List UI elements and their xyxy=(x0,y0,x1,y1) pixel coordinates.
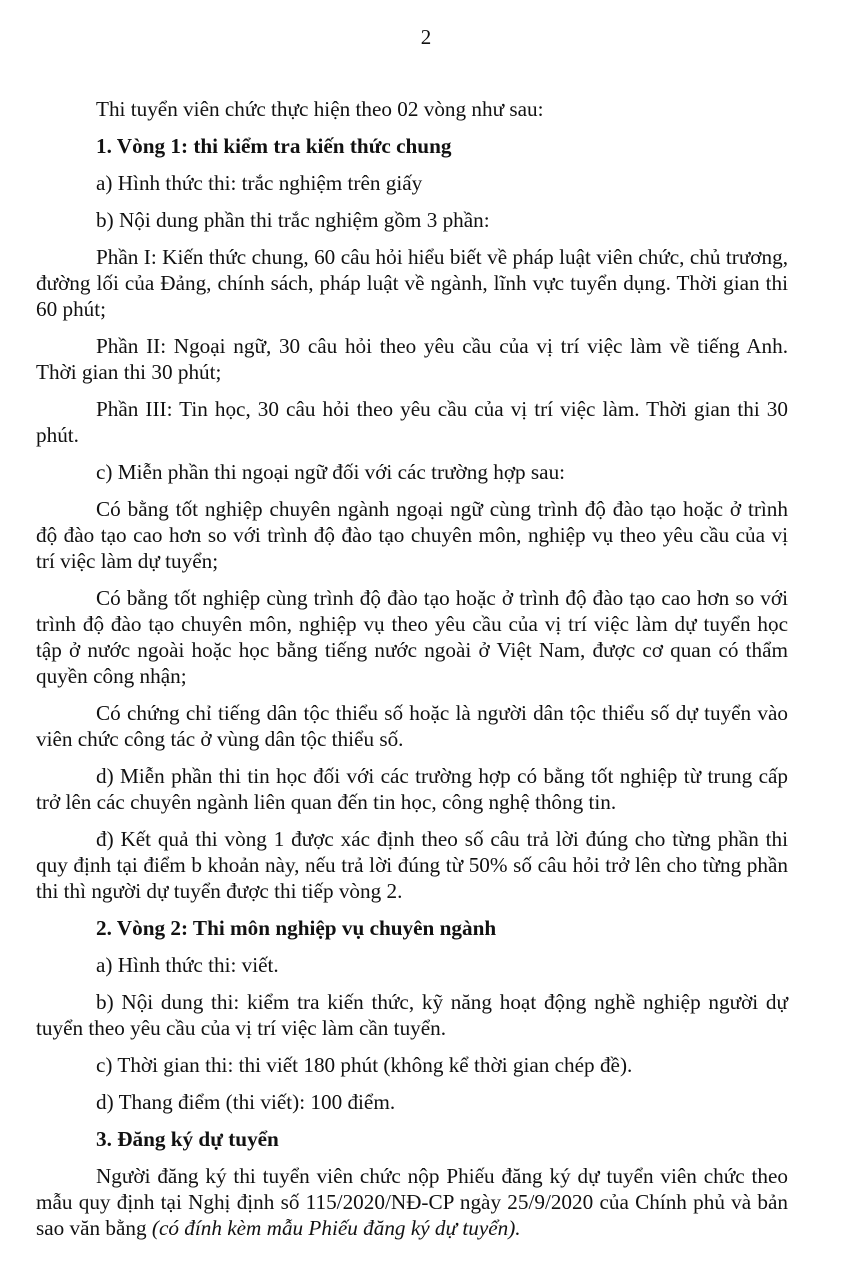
document-body xyxy=(36,96,788,1252)
paragraph: d) Miễn phần thi tin học đối với các trường hợp có bằng tốt nghiệp từ trung cấp trở lên các chuyên ngành liên quan đến tin học, công nghệ thông tin. xyxy=(36,764,788,814)
paragraph: Có bằng tốt nghiệp cùng trình độ đào tạo hoặc ở trình độ đào tạo cao hơn so với trình độ đào tạo chuyên môn, nghiệp vụ theo yêu cầu của vị trí việc làm dự tuyển học tập ở nước ngoài hoặc học bằng tiếng nước ngoài ở Việt Nam, được cơ quan có thẩm quyền công nhận; xyxy=(36,586,788,688)
paragraph: c) Miễn phần thi ngoại ngữ đối với các trường hợp sau: xyxy=(96,460,566,484)
paragraph: b) Nội dung thi: kiểm tra kiến thức, kỹ năng hoạt động nghề nghiệp người dự tuyển theo yêu cầu của vị trí việc làm cần tuyển. xyxy=(36,990,788,1040)
paragraph: Có chứng chỉ tiếng dân tộc thiểu số hoặc là người dân tộc thiểu số dự tuyển vào viên chức công tác ở vùng dân tộc thiểu số. xyxy=(36,701,788,751)
paragraph: a) Hình thức thi: trắc nghiệm trên giấy xyxy=(96,171,423,195)
registration-text: Người đăng ký thi tuyển viên chức nộp Phiếu đăng ký dự tuyển viên chức theo mẫu quy định tại Nghị định số 115/2020/NĐ-CP ngày 25/9/2020 của Chính phủ và bản sao văn bằng xyxy=(36,1164,788,1240)
paragraph: Phần II: Ngoại ngữ, 30 câu hỏi theo yêu cầu của vị trí việc làm về tiếng Anh. Thời gian thi 30 phút; xyxy=(36,334,788,384)
paragraph: b) Nội dung phần thi trắc nghiệm gồm 3 phần: xyxy=(96,208,490,232)
paragraph: Phần I: Kiến thức chung, 60 câu hỏi hiểu biết về pháp luật viên chức, chủ trương, đường lối của Đảng, chính sách, pháp luật về ngành, lĩnh vực tuyển dụng. Thời gian thi 60 phút; xyxy=(36,245,788,321)
paragraph: c) Thời gian thi: thi viết 180 phút (không kể thời gian chép đề). xyxy=(96,1053,633,1077)
paragraph: a) Hình thức thi: viết. xyxy=(96,953,279,977)
registration-paragraph xyxy=(36,1163,788,1241)
paragraph: Có bằng tốt nghiệp chuyên ngành ngoại ngữ cùng trình độ đào tạo hoặc ở trình độ đào tạo cao hơn so với trình độ đào tạo chuyên môn, nghiệp vụ theo yêu cầu của vị trí việc làm dự tuyển; xyxy=(36,497,788,573)
section-heading-round2: 2. Vòng 2: Thi môn nghiệp vụ chuyên ngành xyxy=(96,916,497,940)
paragraph: Phần III: Tin học, 30 câu hỏi theo yêu cầu của vị trí việc làm. Thời gian thi 30 phút. xyxy=(36,397,788,447)
section-heading-registration: 3. Đăng ký dự tuyển xyxy=(96,1127,279,1151)
page-number: 2 xyxy=(420,25,432,49)
section-heading-round1: 1. Vòng 1: thi kiểm tra kiến thức chung xyxy=(96,134,452,158)
registration-note: (có đính kèm mẫu Phiếu đăng ký dự tuyển). xyxy=(151,1216,521,1240)
paragraph: d) Thang điểm (thi viết): 100 điểm. xyxy=(96,1090,396,1114)
intro-paragraph: Thi tuyển viên chức thực hiện theo 02 vòng như sau: xyxy=(96,97,544,121)
paragraph: đ) Kết quả thi vòng 1 được xác định theo số câu trả lời đúng cho từng phần thi quy định tại điểm b khoản này, nếu trả lời đúng từ 50% số câu hỏi trở lên cho từng phần thi thì người dự tuyển được thi tiếp vòng 2. xyxy=(36,827,788,903)
